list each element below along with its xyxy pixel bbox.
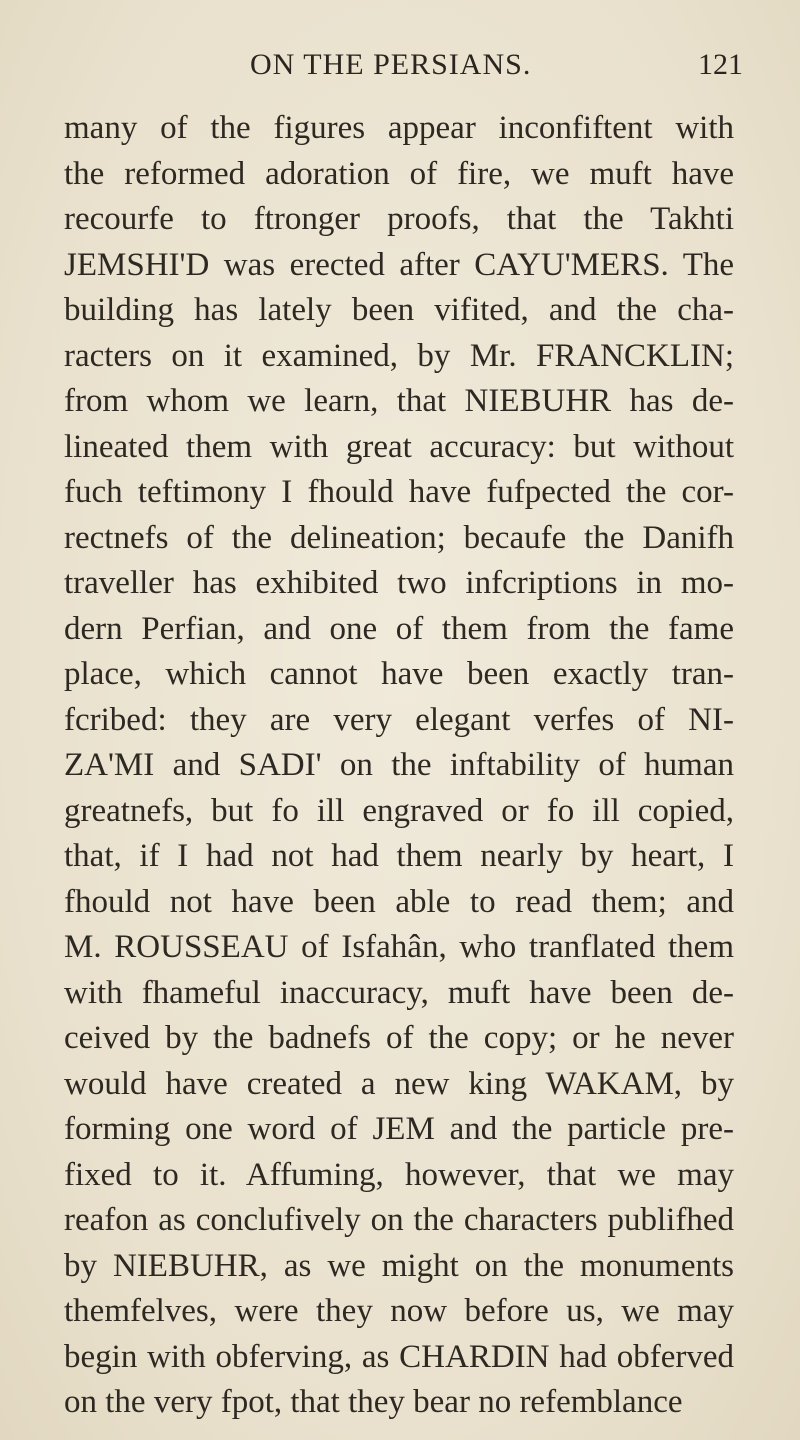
text-line: lineated them with great accuracy: but without	[64, 428, 734, 465]
text-line: dern Perfian, and one of them from the fame	[64, 610, 734, 647]
text-line: the reformed adoration of fire, we muft have	[64, 155, 734, 192]
text-line: themfelves, were they now before us, we may	[64, 1293, 734, 1329]
text-line: rectnefs of the delineation; becaufe the Danifh	[64, 519, 734, 556]
text-line: on the very fpot, that they bear no refemblance	[64, 1384, 683, 1420]
text-line: that, if I had not had them nearly by heart, I	[64, 838, 734, 874]
text-line: begin with obferving, as CHARDIN had obferved	[64, 1338, 734, 1375]
text-line: fhould not have been able to read them; and	[64, 883, 734, 920]
page-header	[0, 30, 800, 80]
text-line: recourfe to ftronger proofs, that the Takhti	[64, 201, 734, 237]
text-line: by NIEBUHR, as we might on the monuments	[64, 1247, 734, 1284]
text-line: would have created a new king WAKAM, by	[64, 1065, 734, 1102]
text-line: fcribed: they are very elegant verfes of NI-	[64, 701, 734, 738]
text-line: with fhameful inaccuracy, muft have been de-	[64, 974, 734, 1011]
text-line: place, which cannot have been exactly tran-	[64, 656, 734, 692]
text-line: forming one word of JEM and the particle pre-	[64, 1111, 734, 1147]
running-head: ON THE PERSIANS.	[250, 48, 532, 81]
text-line: greatnefs, but fo ill engraved or fo ill copied,	[64, 792, 734, 829]
text-line: fixed to it. Affuming, however, that we may	[64, 1156, 734, 1193]
text-line: many of the figures appear inconfiftent with	[64, 110, 734, 146]
text-line: reafon as conclufively on the characters publifhed	[64, 1202, 734, 1238]
text-line: JEMSHI'D was erected after CAYU'MERS. The	[64, 246, 734, 283]
text-line: traveller has exhibited two infcriptions in mo-	[64, 565, 734, 601]
text-line: fuch teftimony I fhould have fufpected the cor-	[64, 474, 734, 510]
text-line: from whom we learn, that NIEBUHR has de-	[64, 383, 734, 419]
text-line: M. ROUSSEAU of Isfahân, who tranflated them	[64, 929, 734, 965]
text-line: racters on it examined, by Mr. FRANCKLIN;	[64, 337, 734, 374]
page-number: 121	[698, 48, 743, 81]
text-line: ceived by the badnefs of the copy; or he never	[64, 1020, 734, 1056]
text-line: building has lately been vifited, and the cha-	[64, 292, 734, 328]
text-line: ZA'MI and SADI' on the inftability of human	[64, 747, 734, 783]
